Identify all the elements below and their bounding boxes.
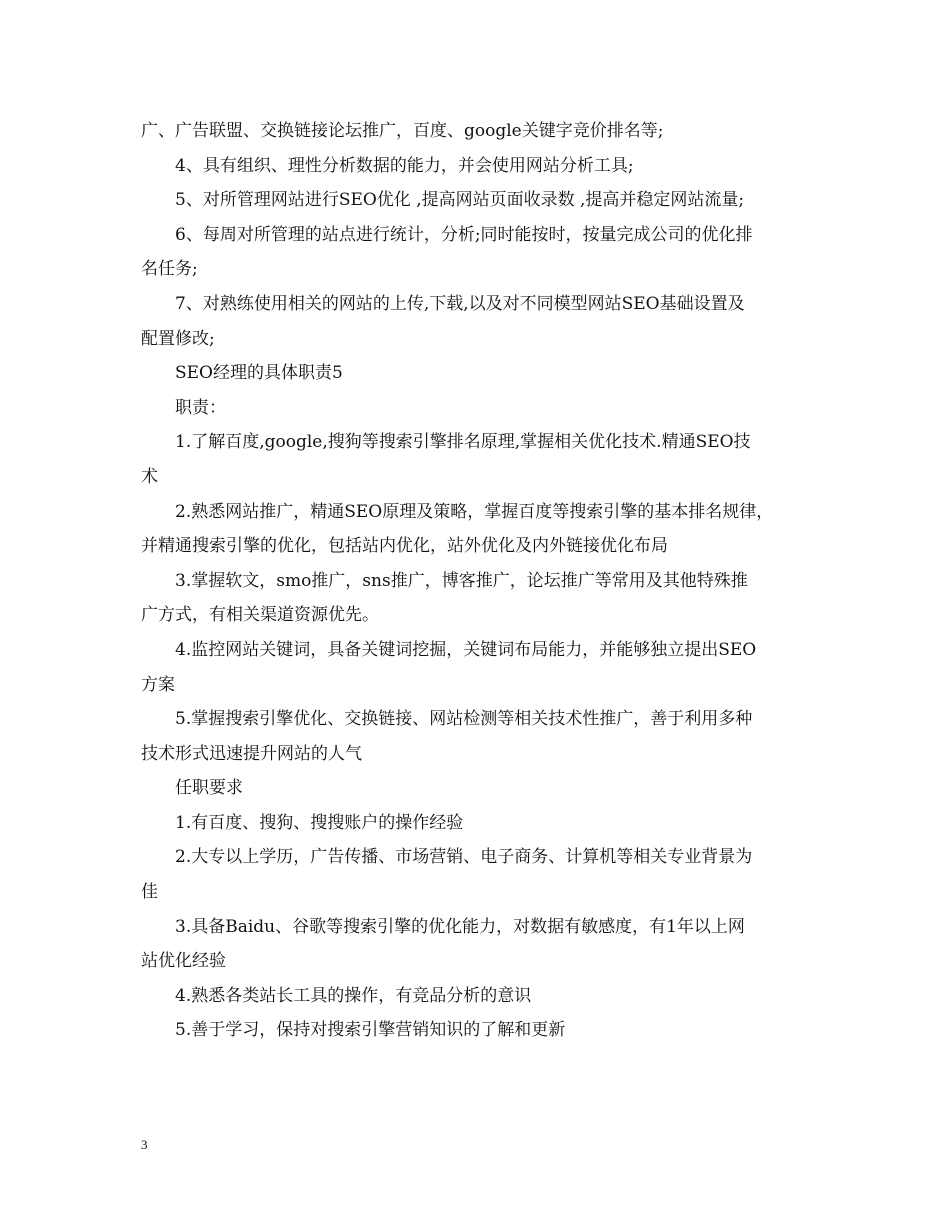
text-line: 2.大专以上学历，广告传播、市场营销、电子商务、计算机等相关专业背景为 bbox=[175, 847, 753, 868]
text-line: 3.掌握软文，smo推广，sns推广，博客推广，论坛推广等常用及其他特殊推 bbox=[175, 570, 748, 591]
text-line: 1.有百度、搜狗、搜搜账户的操作经验 bbox=[175, 812, 464, 833]
page-number: 3 bbox=[141, 1137, 148, 1152]
subsection-heading: 职责： bbox=[175, 397, 226, 418]
text-line: 4、具有组织、理性分析数据的能力，并会使用网站分析工具; bbox=[175, 155, 634, 176]
text-line: 技术形式迅速提升网站的人气 bbox=[141, 743, 362, 764]
text-line: 2.熟悉网站推广，精通SEO原理及策略，掌握百度等搜索引擎的基本排名规律， bbox=[175, 501, 774, 522]
text-line: 4.熟悉各类站长工具的操作，有竞品分析的意识 bbox=[175, 985, 532, 1006]
text-line: 5.善于学习，保持对搜索引擎营销知识的了解和更新 bbox=[175, 1020, 566, 1041]
text-line: 站优化经验 bbox=[141, 951, 226, 972]
text-line: 并精通搜索引擎的优化，包括站内优化，站外优化及内外链接优化布局 bbox=[141, 536, 668, 557]
section-heading: SEO经理的具体职责5 bbox=[175, 363, 343, 384]
text-line: 配置修改; bbox=[141, 328, 215, 349]
document-body bbox=[141, 114, 821, 1048]
text-line: 佳 bbox=[141, 882, 158, 903]
text-line: 3.具备Baidu、谷歌等搜索引擎的优化能力，对数据有敏感度，有1年以上网 bbox=[175, 916, 745, 937]
text-line: 1.了解百度,google,搜狗等搜索引擎排名原理,掌握相关优化技术.精通SEO技 bbox=[175, 432, 751, 453]
text-line: 5、对所管理网站进行SEO优化 ,提高网站页面收录数 ,提高并稳定网站流量; bbox=[175, 190, 745, 211]
text-line: 名任务; bbox=[141, 259, 198, 280]
text-line: 5.掌握搜索引擎优化、交换链接、网站检测等相关技术性推广，善于利用多种 bbox=[175, 709, 753, 730]
text-line: 术 bbox=[141, 466, 158, 487]
subsection-heading: 任职要求 bbox=[175, 778, 243, 799]
text-line: 4.监控网站关键词，具备关键词挖掘，关键词布局能力，并能够独立提出SEO bbox=[175, 639, 757, 660]
text-line: 7、对熟练使用相关的网站的上传,下载,以及对不同模型网站SEO基础设置及 bbox=[175, 293, 745, 314]
text-line: 6、每周对所管理的站点进行统计，分析;同时能按时，按量完成公司的优化排 bbox=[175, 224, 753, 245]
text-line: 方案 bbox=[141, 674, 175, 695]
text-line: 广方式，有相关渠道资源优先。 bbox=[141, 605, 379, 626]
text-line: 广、广告联盟、交换链接论坛推广，百度、google关键字竞价排名等; bbox=[141, 121, 664, 141]
